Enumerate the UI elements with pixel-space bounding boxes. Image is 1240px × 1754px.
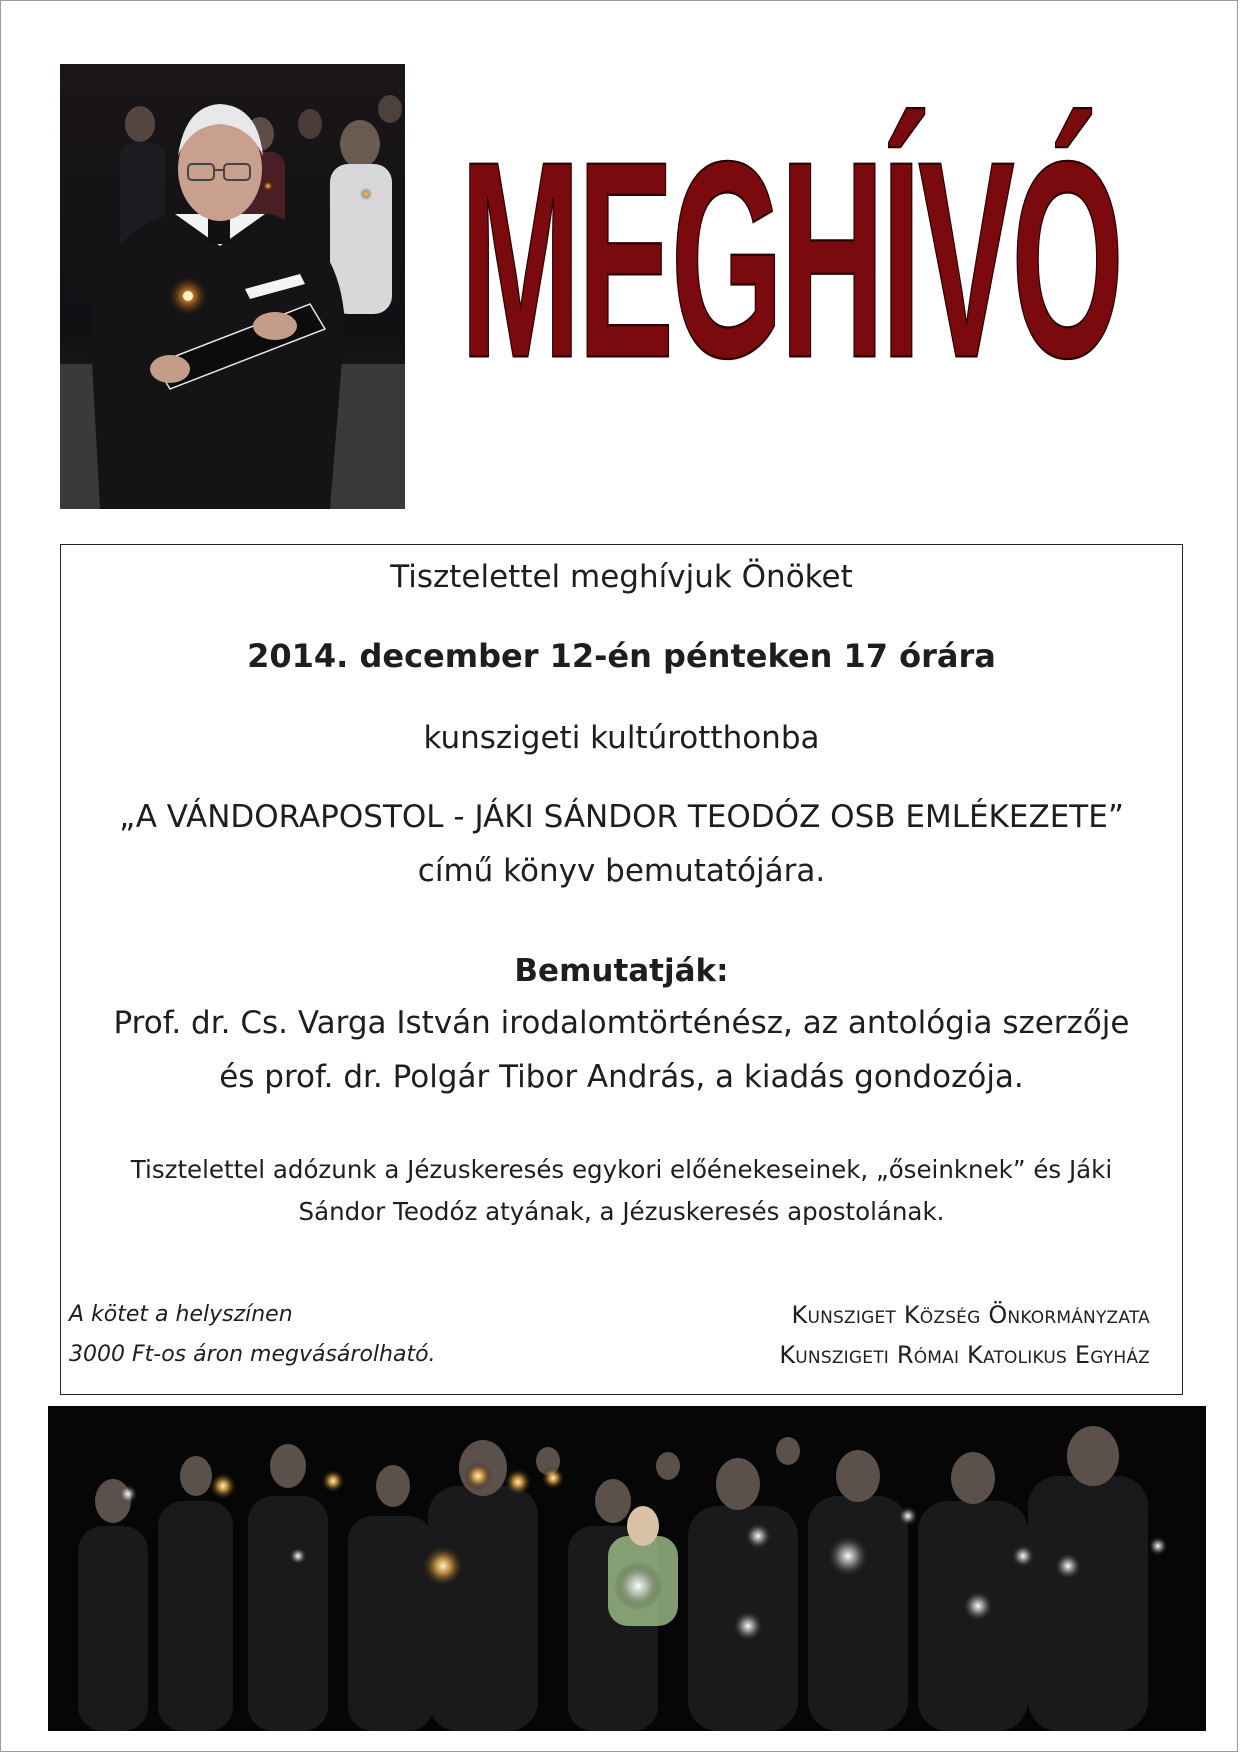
- presenters-heading: Bemutatják:: [514, 953, 729, 989]
- sale-note-line-2: 3000 Ft-os áron megvásárolható.: [69, 1342, 436, 1367]
- event-venue: kunszigeti kultúrotthonba: [423, 720, 820, 756]
- title-text: MEGHÍVÓ: [459, 103, 1121, 416]
- photo-priest-with-candle: [60, 64, 405, 509]
- sale-note-line-1: A kötet a helyszínen: [69, 1302, 293, 1327]
- presenter-2: és prof. dr. Polgár Tibor András, a kiadás gondozója.: [219, 1059, 1024, 1095]
- book-title: „A VÁNDORAPOSTOL - JÁKI SÁNDOR TEODÓZ OSB EMLÉKEZETE”: [119, 799, 1124, 835]
- tribute-line-2: Sándor Teodóz atyának, a Jézuskeresés apostolának.: [298, 1197, 945, 1226]
- sale-note: [69, 1295, 436, 1375]
- book-title-suffix: című könyv bemutatójára.: [417, 853, 826, 889]
- organizer-2: Kunszigeti Római Katolikus Egyház: [779, 1341, 1150, 1369]
- tribute-line-1: Tisztelettel adózunk a Jézuskeresés egykori előénekeseinek, „őseinknek” és Jáki: [130, 1155, 1113, 1184]
- greeting-text: Tisztelettel meghívjuk Önöket: [390, 559, 853, 595]
- photo-candlelit-crowd: [48, 1406, 1206, 1731]
- organizer-1: Kunsziget Község Önkormányzata: [791, 1301, 1150, 1329]
- organizers: [779, 1295, 1150, 1375]
- event-date-time: 2014. december 12-én pénteken 17 órára: [247, 637, 996, 675]
- presenter-1: Prof. dr. Cs. Varga István irodalomtörténész, az antológia szerzője: [113, 1005, 1130, 1041]
- invitation-box: [60, 544, 1183, 1395]
- invitation-title: [430, 100, 1150, 420]
